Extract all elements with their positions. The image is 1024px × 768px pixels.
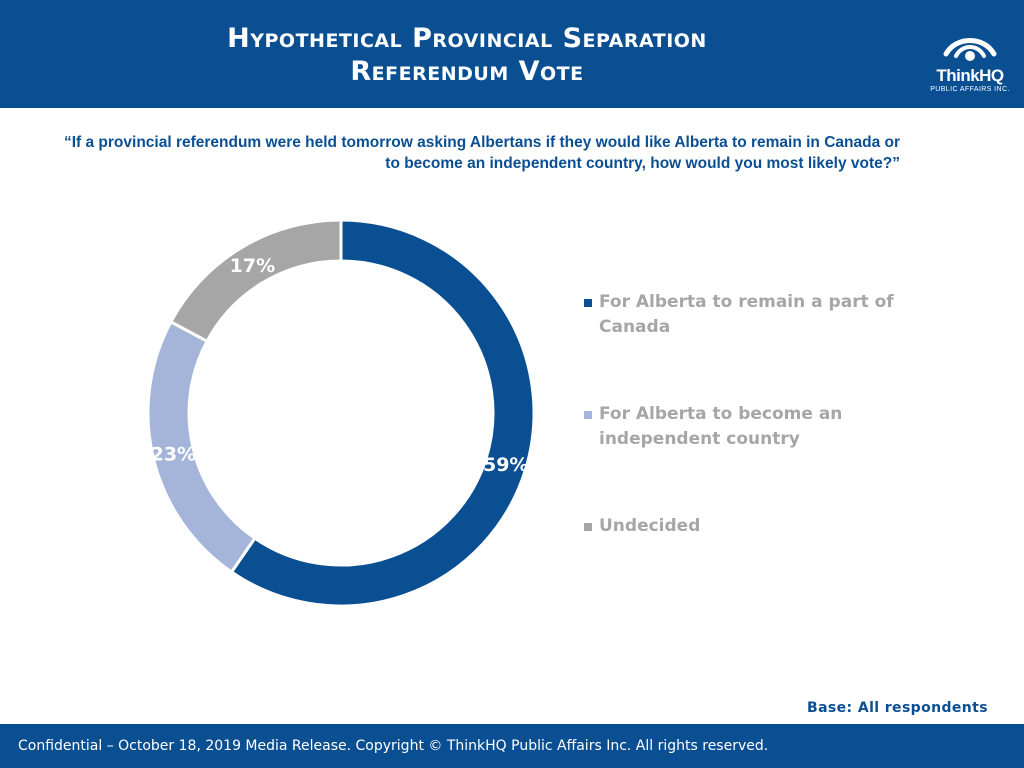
legend-label-2: For Alberta to become an independent country <box>599 404 843 449</box>
legend-swatch-2 <box>584 411 592 419</box>
legend-item-3 <box>584 514 914 539</box>
legend-swatch-1 <box>584 299 592 307</box>
legend-item-2 <box>584 402 914 452</box>
legend-swatch-3 <box>584 523 592 531</box>
legend-label-3: Undecided <box>599 516 701 536</box>
donut-slice-3 <box>171 220 341 341</box>
footer-bar <box>0 724 1024 768</box>
donut-value-label-3: 17% <box>229 254 276 277</box>
donut-slices <box>148 220 534 606</box>
page-title-line-2: Referendum Vote <box>350 56 584 87</box>
survey-question: “If a provincial referendum were held tomorrow asking Albertans if they would like Alberta to remain in Canada or to become an independent country, how would you most likely vote?” <box>63 134 900 172</box>
donut-value-label-2: 23% <box>150 443 197 466</box>
legend-item-1 <box>584 290 914 340</box>
donut-slice-1 <box>229 220 534 606</box>
logo-name: ThinkHQ <box>936 66 1004 85</box>
footer-copyright: Confidential – October 18, 2019 Media Release. Copyright © ThinkHQ Public Affairs Inc. All rights reserved. <box>18 738 769 754</box>
legend-label-1: For Alberta to remain a part of Canada <box>599 292 894 337</box>
logo-subtitle: PUBLIC AFFAIRS INC. <box>930 86 1010 93</box>
base-note: Base: All respondents <box>807 700 988 716</box>
donut-value-label-1: 59% <box>482 454 529 477</box>
page-title-line-1: Hypothetical Provincial Separation <box>227 23 707 54</box>
